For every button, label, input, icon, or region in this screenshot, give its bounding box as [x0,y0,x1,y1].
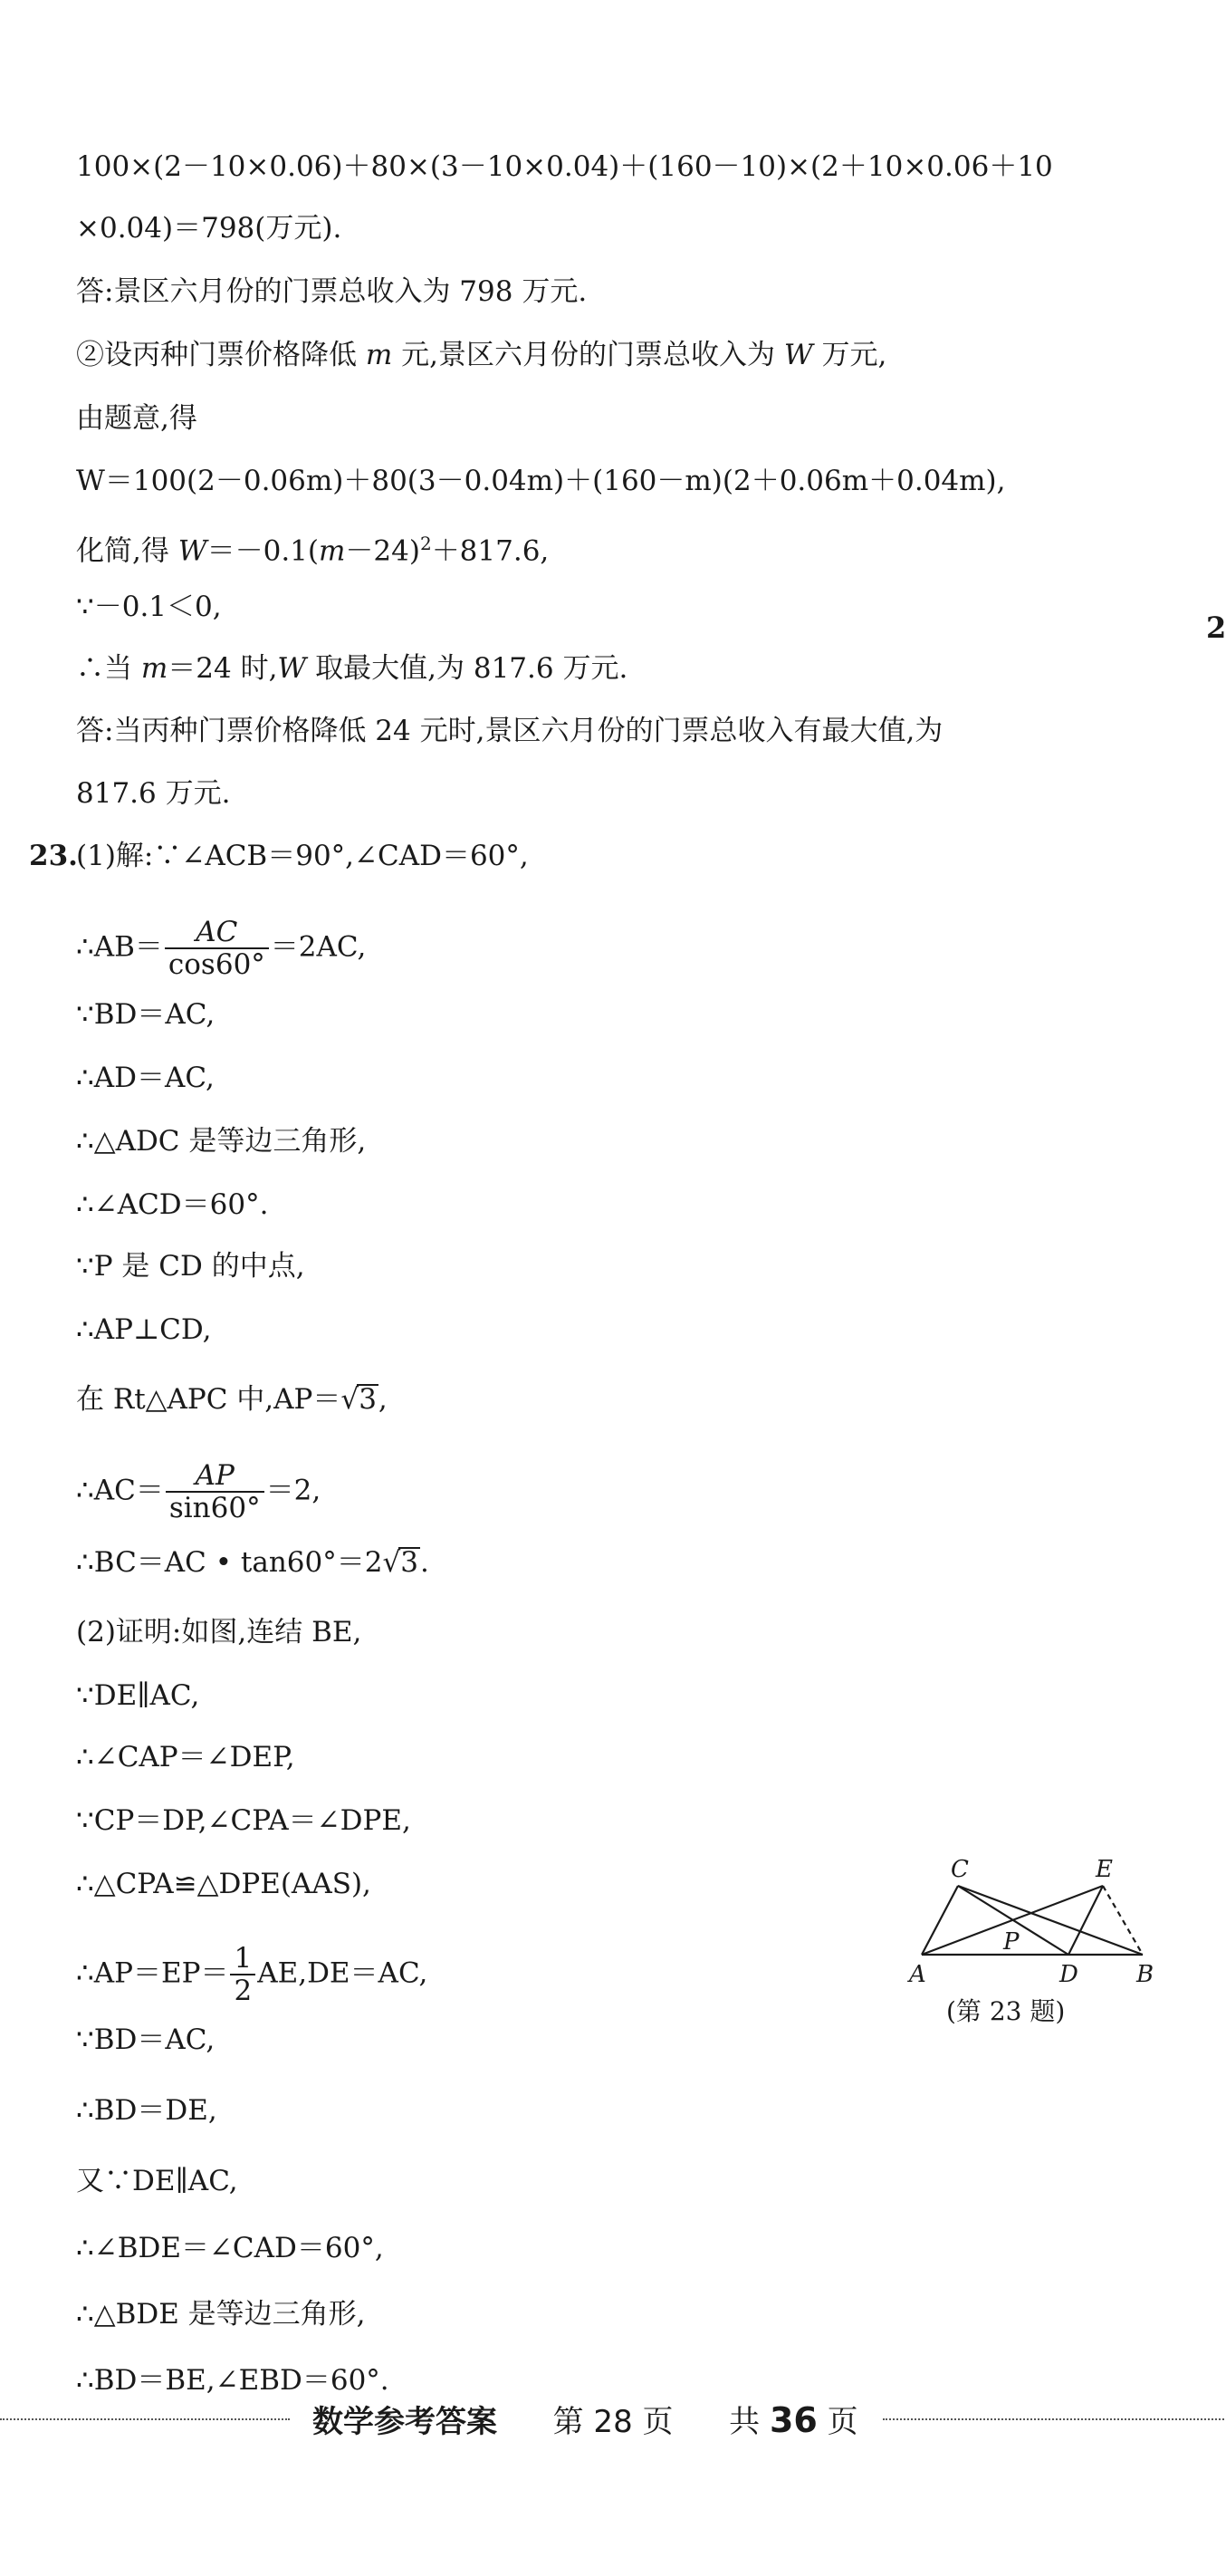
proof-line-3: ∵CP＝DP,∠CPA＝∠DPE, [76,1804,411,1837]
step-ac: ∴AC＝ $\frac{AP}{\sin 60^\circ}$ ＝2, [76,1459,321,1524]
q23-part1-start: (1)解:∵∠ACB＝90°,∠CAD＝60°, [76,840,529,872]
step-perpendicular: ∴AP⊥CD, [76,1313,212,1346]
segment-be-dashed [1103,1886,1143,1955]
proof-line-6: ∵BD＝AC, [76,2023,216,2056]
step-midpoint: ∵P 是 CD 的中点, [76,1250,305,1283]
line-4: ②设丙种门票价格降低 m 元,景区六月份的门票总收入为 W 万元, [76,339,887,371]
line-7: 化简,得 $W=-0.1(m-24)^2+817.6$, [76,533,550,568]
line-5: 由题意,得 [76,402,197,435]
line-9: ∴当 m＝24 时,W 取最大值,为 817.6 万元. [76,652,628,685]
label-e: E [1096,1856,1113,1883]
proof-line-2: ∴∠CAP＝∠DEP, [76,1741,295,1773]
label-d: D [1059,1961,1078,1988]
q23-part2-start: (2)证明:如图,连结 BE, [76,1616,362,1648]
figure-caption: (第 23 题) [946,1996,1066,2026]
footer-total-suffix: 页 [827,2404,858,2440]
fraction-one-half: $\frac{1}{2}$ [230,1943,255,2006]
label-a: A [909,1961,926,1988]
line-6: W＝100(2－0.06m)＋80(3－0.04m)＋(160－m)(2＋0.06m＋0.04m), [76,465,1006,497]
geometry-figure [896,1848,1186,2029]
fraction-ac-cos60: $\frac{AC}{\cos 60^\circ}$ [165,917,269,980]
footer-total: 36 [769,2400,818,2440]
label-p: P [1003,1928,1020,1956]
footer-page: 第 28 页 [552,2404,674,2440]
proof-line-4: ∴△CPA≌△DPE(AAS), [76,1868,371,1900]
proof-line-10: ∴△BDE 是等边三角形, [76,2298,366,2331]
proof-line-1: ∵DE∥AC, [76,1679,200,1712]
line-11: 817.6 万元. [76,777,231,810]
footer-title: 数学参考答案 [312,2404,497,2440]
proof-line-8: 又∵DE∥AC, [76,2165,238,2197]
step-ab: ∴AB＝ $\frac{AC}{\cos 60^\circ}$ ＝2AC, [76,916,367,981]
footer-divider-right [883,2418,1224,2420]
line-2: ×0.04)＝798(万元). [76,212,342,245]
proof-line-5: ∴AP＝EP＝ $\frac{1}{2}$ AE,DE＝AC, [76,1942,428,2007]
step-bd-ac: ∵BD＝AC, [76,998,216,1031]
proof-line-7: ∴BD＝DE, [76,2094,217,2127]
fraction-ap-sin60: $\frac{AP}{\sin 60^\circ}$ [166,1460,264,1523]
proof-line-9: ∴∠BDE＝∠CAD＝60°, [76,2232,384,2264]
line-10: 答:当丙种门票价格降低 24 元时,景区六月份的门票总收入有最大值,为 [76,715,943,747]
line-1: 100×(2－10×0.06)＋80×(3－10×0.04)＋(160－10)×(2＋10×0.06＋10 [76,150,1053,183]
label-c: C [951,1856,969,1883]
step-rt-apc: 在 Rt△APC 中,AP＝√3, [76,1383,388,1416]
page-footer [0,2391,1224,2446]
step-ad-ac: ∴AD＝AC, [76,1062,215,1094]
footer-divider-left [0,2418,290,2420]
proof-line-11: ∴BD＝BE,∠EBD＝60°. [76,2364,389,2397]
question-number: 23. [29,840,78,872]
segment-ac [922,1886,958,1955]
label-b: B [1136,1961,1154,1988]
line-3: 答:景区六月份的门票总收入为 798 万元. [76,275,588,308]
step-equilateral: ∴△ADC 是等边三角形, [76,1125,367,1158]
margin-mark: 2 [1206,610,1226,645]
footer-total-prefix: 共 [729,2404,761,2440]
step-angle-acd: ∴∠ACD＝60°. [76,1188,269,1221]
step-bc: ∴BC＝AC • tan60°＝2√3. [76,1546,429,1579]
line-8: ∵－0.1＜0, [76,591,222,623]
